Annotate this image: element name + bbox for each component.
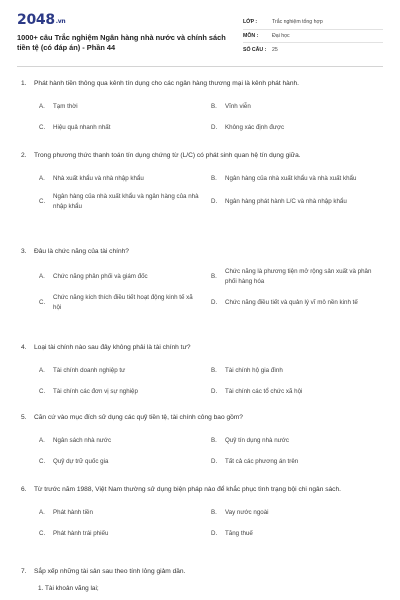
option-key: A. bbox=[39, 436, 45, 444]
option-b[interactable] bbox=[211, 430, 383, 451]
option-key: B. bbox=[211, 436, 217, 444]
meta-table bbox=[243, 16, 383, 62]
option-text: Tài chính các tổ chức xã hội bbox=[225, 387, 303, 395]
option-text: Ngân hàng của nhà xuất khẩu và nhà xuất khẩu bbox=[225, 174, 357, 182]
option-key: C. bbox=[39, 529, 46, 537]
meta-row-class bbox=[243, 16, 383, 30]
option-key: C. bbox=[39, 387, 46, 395]
option-d[interactable] bbox=[211, 451, 383, 472]
question-number: 7. bbox=[21, 568, 27, 575]
option-text: Quỹ dự trữ quốc gia bbox=[53, 457, 109, 465]
question-number: 2. bbox=[21, 152, 27, 159]
option-key: D. bbox=[211, 387, 218, 395]
logo-main: 2048 bbox=[17, 12, 55, 28]
option-text: Chức năng điều tiết và quản lý vĩ mô nền kinh tế bbox=[225, 299, 358, 306]
options-grid bbox=[17, 264, 383, 316]
question-prompt: Sắp xếp những tài sản sau theo tính lỏng giảm dần. bbox=[34, 568, 186, 575]
question-sub-item: 1. Tài khoản vãng lai; bbox=[38, 585, 99, 592]
option-a[interactable] bbox=[39, 96, 211, 117]
option-text: Chức năng kích thích điều tiết hoạt động kinh tế xã hội bbox=[53, 294, 193, 311]
logo-tld: .vn bbox=[55, 18, 66, 25]
option-key: B. bbox=[211, 102, 217, 110]
question-text bbox=[17, 566, 383, 578]
option-text: Ngân hàng của nhà xuất khẩu và ngân hàng của nhà nhập khẩu bbox=[53, 193, 199, 210]
meta-value: 25 bbox=[272, 46, 278, 53]
option-key: B. bbox=[211, 366, 217, 374]
question-4 bbox=[17, 342, 383, 402]
option-c[interactable] bbox=[39, 290, 211, 316]
option-a[interactable] bbox=[39, 430, 211, 451]
meta-row-subject bbox=[243, 30, 383, 44]
meta-key: MÔN : bbox=[243, 32, 259, 39]
option-text: Ngân sách nhà nước bbox=[53, 436, 112, 444]
option-d[interactable] bbox=[211, 381, 383, 402]
option-b[interactable] bbox=[211, 502, 383, 523]
question-number: 6. bbox=[21, 486, 27, 493]
question-6 bbox=[17, 484, 383, 544]
question-text bbox=[17, 246, 383, 258]
option-text: Tạm thời bbox=[53, 102, 78, 110]
question-text bbox=[17, 484, 383, 496]
option-key: C. bbox=[39, 198, 46, 205]
meta-row-count bbox=[243, 43, 383, 57]
options-grid bbox=[17, 96, 383, 138]
question-number: 5. bbox=[21, 414, 27, 421]
question-2 bbox=[17, 150, 383, 215]
option-key: B. bbox=[211, 174, 217, 182]
option-d[interactable] bbox=[211, 523, 383, 544]
header-left bbox=[17, 12, 237, 62]
option-text: Tài chính doanh nghiệp tư bbox=[53, 366, 126, 374]
option-key: D. bbox=[211, 457, 218, 465]
option-text: Chức năng phân phối và giám đốc bbox=[53, 273, 148, 280]
option-c[interactable] bbox=[39, 189, 211, 215]
question-7 bbox=[17, 566, 383, 594]
meta-key: LỚP : bbox=[243, 19, 258, 26]
option-text: Tài chính các đơn vị sự nghiệp bbox=[53, 387, 138, 395]
meta-value: Đại học bbox=[272, 32, 290, 39]
option-b[interactable] bbox=[211, 264, 383, 290]
option-key: A. bbox=[39, 508, 45, 516]
option-b[interactable] bbox=[211, 168, 383, 189]
option-key: D. bbox=[211, 529, 218, 537]
option-key: A. bbox=[39, 273, 45, 280]
option-key: B. bbox=[211, 273, 217, 280]
option-text: Ngân hàng phát hành L/C và nhà nhập khẩu bbox=[225, 198, 347, 205]
options-grid bbox=[17, 430, 383, 472]
question-text bbox=[17, 78, 383, 90]
meta-value: Trắc nghiệm tổng hợp bbox=[272, 19, 323, 26]
page-title: 1000+ câu Trắc nghiệm Ngân hàng nhà nước và chính sách tiền tệ (có đáp án) - Phần 44 bbox=[17, 33, 226, 52]
question-prompt: Căn cứ vào mục đích sử dụng các quỹ tiền tệ, tài chính công bao gồm? bbox=[34, 414, 243, 421]
option-text: Hiệu quả nhanh nhất bbox=[53, 123, 111, 131]
option-key: A. bbox=[39, 102, 45, 110]
options-grid bbox=[17, 502, 383, 544]
option-text: Phát hành trái phiếu bbox=[53, 529, 109, 537]
option-c[interactable] bbox=[39, 117, 211, 138]
option-d[interactable] bbox=[211, 189, 383, 215]
option-text: Phát hành tiền bbox=[53, 508, 93, 516]
question-number: 4. bbox=[21, 344, 27, 351]
question-number: 3. bbox=[21, 248, 27, 255]
option-a[interactable] bbox=[39, 168, 211, 189]
option-d[interactable] bbox=[211, 117, 383, 138]
question-5 bbox=[17, 412, 383, 472]
option-c[interactable] bbox=[39, 451, 211, 472]
header-divider bbox=[17, 66, 383, 67]
option-text: Tất cả các phương án trên bbox=[225, 457, 299, 465]
option-d[interactable] bbox=[211, 290, 383, 316]
options-grid bbox=[17, 168, 383, 215]
option-text: Vĩnh viễn bbox=[225, 102, 251, 110]
option-c[interactable] bbox=[39, 523, 211, 544]
option-key: D. bbox=[211, 123, 218, 131]
option-text: Không xác định được bbox=[225, 123, 285, 131]
option-key: C. bbox=[39, 457, 46, 465]
option-key: B. bbox=[211, 508, 217, 516]
question-text bbox=[17, 342, 383, 354]
meta-key: SỐ CÂU : bbox=[243, 46, 267, 53]
option-text: Tăng thuế bbox=[225, 529, 253, 537]
option-a[interactable] bbox=[39, 502, 211, 523]
option-b[interactable] bbox=[211, 360, 383, 381]
question-prompt: Phát hành tiền thông qua kênh tín dụng cho các ngân hàng thương mại là kênh phát hành. bbox=[34, 80, 299, 87]
question-1 bbox=[17, 78, 383, 138]
option-text: Vay nước ngoài bbox=[225, 508, 269, 516]
option-text: Nhà xuất khẩu và nhà nhập khẩu bbox=[53, 174, 144, 182]
option-text: Quỹ tín dụng nhà nước bbox=[225, 436, 289, 444]
site-logo[interactable] bbox=[17, 12, 237, 30]
option-text: Chức năng là phương tiện mở rộng sản xuất và phân phối hàng hóa bbox=[225, 268, 372, 285]
option-b[interactable] bbox=[211, 96, 383, 117]
question-3 bbox=[17, 246, 383, 316]
option-key: D. bbox=[211, 198, 218, 205]
option-a[interactable] bbox=[39, 264, 211, 290]
option-c[interactable] bbox=[39, 381, 211, 402]
question-prompt: Loại tài chính nào sau đây không phải là tài chính tư? bbox=[34, 344, 191, 351]
question-prompt: Từ trước năm 1988, Việt Nam thường sử dụng biện pháp nào để khắc phục tình trạng bội chi ngân sách. bbox=[34, 486, 341, 493]
question-text bbox=[17, 412, 383, 424]
option-key: C. bbox=[39, 123, 46, 131]
option-a[interactable] bbox=[39, 360, 211, 381]
question-prompt: Đâu là chức năng của tài chính? bbox=[34, 248, 129, 255]
document-header bbox=[17, 0, 383, 62]
question-text bbox=[17, 150, 383, 162]
options-grid bbox=[17, 360, 383, 402]
option-key: A. bbox=[39, 366, 45, 374]
question-prompt: Trong phương thức thanh toán tín dụng chứng từ (L/C) có phát sinh quan hệ tín dụng giữa. bbox=[34, 152, 301, 159]
option-text: Tài chính hộ gia đình bbox=[225, 366, 283, 374]
option-key: C. bbox=[39, 299, 46, 306]
question-number: 1. bbox=[21, 80, 27, 87]
option-key: D. bbox=[211, 299, 218, 306]
option-key: A. bbox=[39, 174, 45, 182]
